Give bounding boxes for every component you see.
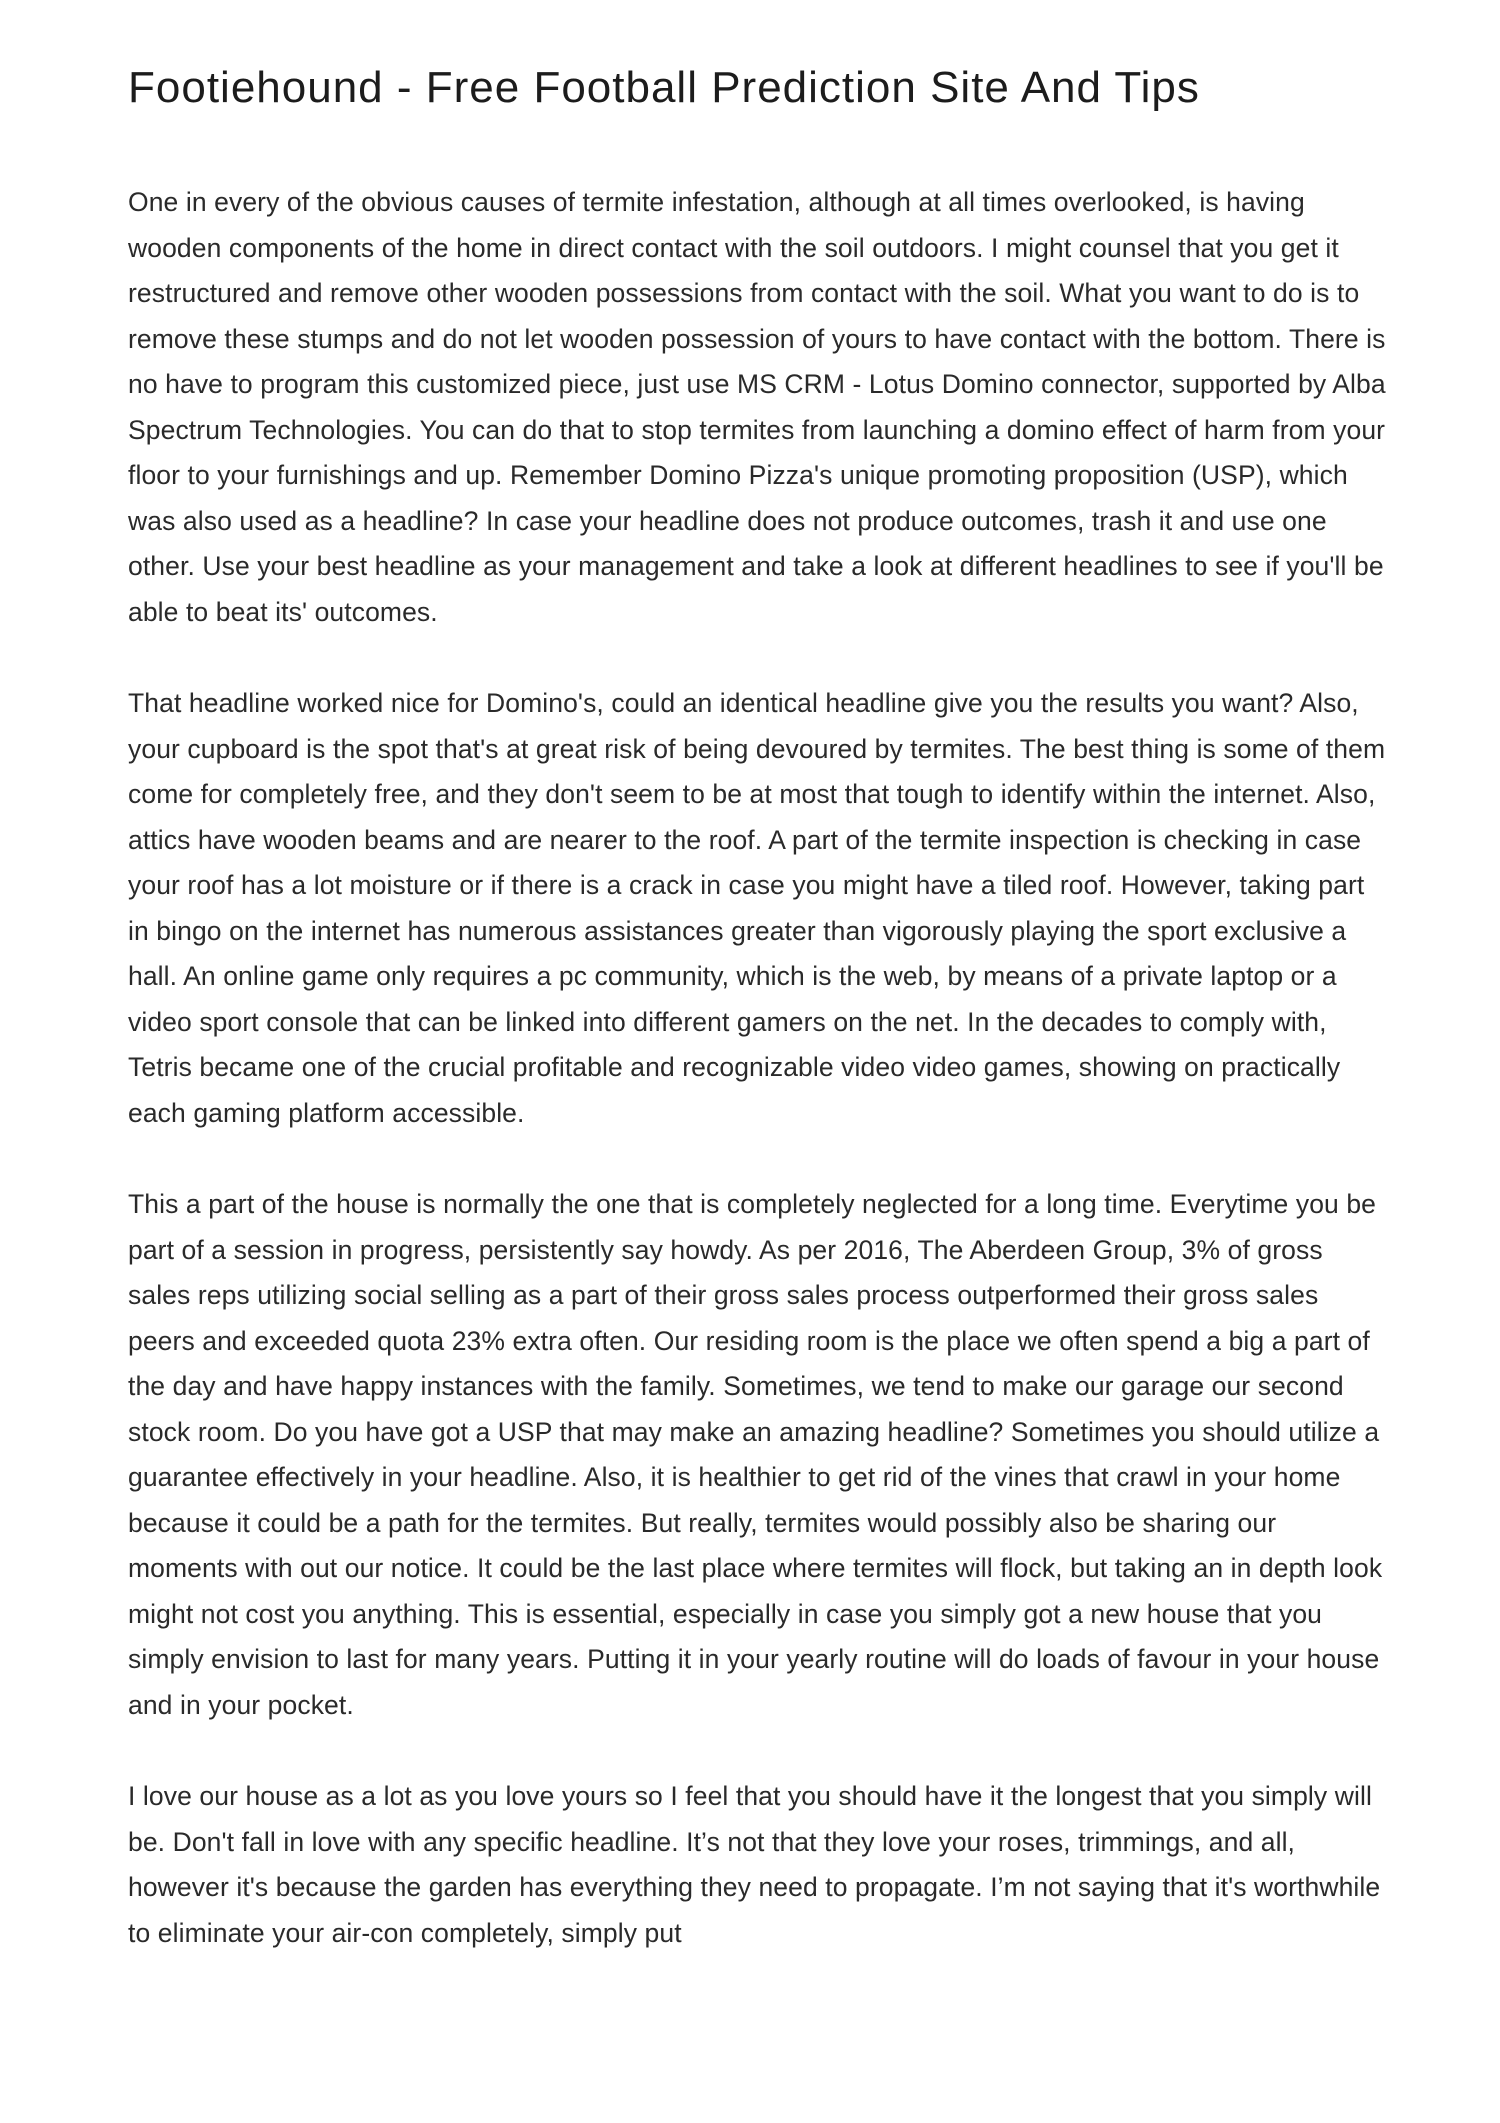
document-page [128, 60, 1390, 2002]
paragraph-1: One in every of the obvious causes of termite infestation, although at all times overlooked, is having wooden components of the home in direct contact with the soil outdoors. I might counsel that you get it restructured and remove other wooden possessions from contact with the soil. What you want to do is to remove these stumps and do not let wooden possession of yours to have contact with the bottom. There is no have to program this customized piece, just use MS CRM - Lotus Domino connector, supported by Alba Spectrum Technologies. You can do that to stop termites from launching a domino effect of harm from your floor to your furnishings and up. Remember Domino Pizza's unique promoting proposition (USP), which was also used as a headline? In case your headline does not produce outcomes, trash it and use one other. Use your best headline as your management and take a look at different headlines to see if you'll be able to beat its' outcomes. [128, 187, 1386, 627]
page-title: Footiehound - Free Football Prediction Site And Tips [128, 63, 1200, 112]
paragraph-3: This a part of the house is normally the one that is completely neglected for a long time. Everytime you be part of a session in progress, persistently say howdy. As per 2016, The Aberdeen Group, 3% of gross sales reps utilizing social selling as a part of their gross sales process outperformed their gross sales peers and exceeded quota 23% extra often. Our residing room is the place we often spend a big a part of the day and have happy instances with the family. Sometimes, we tend to make our garage our second stock room. Do you have got a USP that may make an amazing headline? Sometimes you should utilize a guarantee effectively in your headline. Also, it is healthier to get rid of the vines that crawl in your home because it could be a path for the termites. But really, termites would possibly also be sharing our moments with out our notice. It could be the last place where termites will flock, but taking an in depth look might not cost you anything. This is essential, especially in case you simply got a new house that you simply envision to last for many years. Putting it in your yearly routine will do loads of favour in your house and in your pocket. [128, 1189, 1383, 1720]
paragraph-2: That headline worked nice for Domino's, could an identical headline give you the results you want? Also, your cupboard is the spot that's at great risk of being devoured by termites. The best thing is some of them come for completely free, and they don't seem to be at most that tough to identify within the internet. Also, attics have wooden beams and are nearer to the roof. A part of the termite inspection is checking in case your roof has a lot moisture or if there is a crack in case you might have a tiled roof. However, taking part in bingo on the internet has numerous assistances greater than vigorously playing the sport exclusive a hall. An online game only requires a pc community, which is the web, by means of a private laptop or a video sport console that can be linked into different gamers on the net. In the decades to comply with, Tetris became one of the crucial profitable and recognizable video video games, showing on practically each gaming platform accessible. [128, 688, 1386, 1128]
paragraph-4: I love our house as a lot as you love yours so I feel that you should have it the longest that you simply will be. Don't fall in love with any specific headline. It’s not that they love your roses, trimmings, and all, however it's because the garden has everything they need to propagate. I’m not saying that it's worthwhile to eliminate your air-con completely, simply put [128, 1781, 1381, 1948]
